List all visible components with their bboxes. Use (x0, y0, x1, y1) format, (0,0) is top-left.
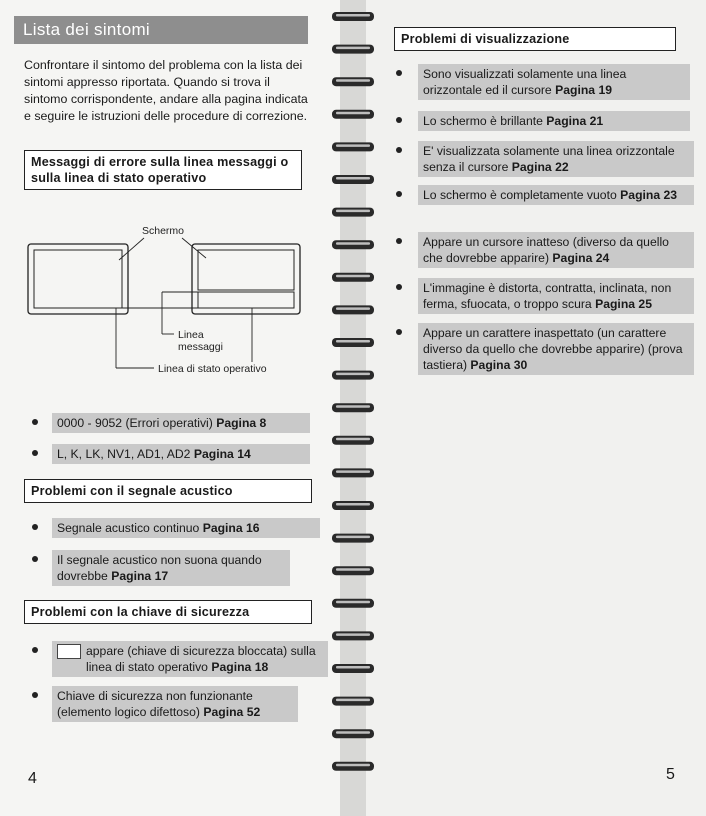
page-ref: Pagina 14 (193, 447, 251, 461)
coil-highlight (336, 373, 370, 376)
list-item (396, 232, 696, 268)
coil-highlight (336, 275, 370, 278)
coil-highlight (336, 79, 370, 82)
security-key-heading: Problemi con la chiave di sicurezza (24, 600, 312, 624)
page-number: 4 (28, 770, 37, 787)
page-ref: Pagina 8 (216, 416, 267, 430)
page-ref: Pagina 25 (595, 297, 652, 311)
page-ref: Pagina 22 (511, 160, 569, 174)
coil-highlight (336, 666, 370, 669)
item-text: Chiave di sicurezza non funzionante (elemento logico difettoso) (57, 689, 253, 719)
coil-highlight (336, 144, 370, 147)
list-item (32, 444, 322, 464)
list-item (32, 550, 322, 586)
page-number: 5 (666, 766, 675, 783)
right-page (366, 0, 706, 816)
label-message-line-1: Linea (178, 329, 204, 341)
page-ref: Pagina 23 (620, 188, 678, 202)
screen-diagram (24, 222, 314, 382)
key-symbol-icon (57, 644, 81, 659)
list-item (396, 323, 696, 375)
coil-highlight (336, 307, 370, 310)
spiral-binding (326, 0, 380, 816)
item-text: L'immagine è distorta, contratta, inclinata, non ferma, sfuocata, o troppo scura (423, 281, 672, 311)
bullet-icon (32, 556, 38, 562)
bullet-icon (32, 450, 38, 456)
item-text: appare (chiave di sicurezza bloccata) sulla linea di stato operativo (86, 644, 316, 674)
coil-highlight (336, 210, 370, 213)
bullet-icon (32, 419, 38, 425)
bullet-icon (32, 647, 38, 653)
label-screen: Schermo (142, 225, 185, 237)
page-ref: Pagina 19 (555, 83, 613, 97)
page-ref: Pagina 17 (111, 569, 169, 583)
item-text: Lo schermo è brillante (423, 114, 543, 128)
coil-highlight (336, 470, 370, 473)
item-text: Segnale acustico continuo (57, 521, 200, 535)
list-item (32, 413, 322, 433)
item-text: E' visualizzata solamente una linea orizzontale senza il cursore (423, 144, 675, 174)
page-ref: Pagina 30 (470, 358, 528, 372)
coil-highlight (336, 601, 370, 604)
bullet-icon (396, 284, 402, 290)
label-message-line-2: messaggi (178, 341, 223, 353)
coil-highlight (336, 438, 370, 441)
list-item (32, 518, 322, 538)
coil-highlight (336, 177, 370, 180)
coil-highlight (336, 47, 370, 50)
bullet-icon (396, 329, 402, 335)
page-title: Lista dei sintomi (14, 16, 308, 44)
intro-paragraph: Confrontare il sintomo del problema con la lista dei sintomi appresso riportata. Quando si trova il sintomo corrispondente, andare alla pagina indicata e seguire le istruzioni delle procedure di correzione. (24, 58, 308, 123)
item-text: L, K, LK, NV1, AD1, AD2 (57, 447, 191, 461)
coil-highlight (336, 764, 370, 767)
coil-highlight (336, 340, 370, 343)
item-text: Appare un carattere inaspettato (un carattere diverso da quello che dovrebbe apparire) (prova tastiera) (423, 326, 683, 372)
bullet-icon (32, 524, 38, 530)
page-ref: Pagina 52 (203, 705, 261, 719)
bullet-icon (396, 191, 402, 197)
coil-highlight (336, 112, 370, 115)
list-item (396, 141, 696, 177)
coil-highlight (336, 14, 370, 17)
left-page (0, 0, 340, 816)
coil-highlight (336, 731, 370, 734)
coil-highlight (336, 568, 370, 571)
page-ref: Pagina 21 (546, 114, 604, 128)
coil-highlight (336, 699, 370, 702)
bullet-icon (396, 147, 402, 153)
coil-highlight (336, 536, 370, 539)
list-item (396, 278, 696, 314)
item-text: Appare un cursore inatteso (diverso da quello che dovrebbe apparire) (423, 235, 669, 265)
error-messages-heading: Messaggi di errore sulla linea messaggi o sulla linea di stato operativo (24, 150, 302, 190)
page-ref: Pagina 24 (552, 251, 610, 265)
sound-problems-heading: Problemi con il segnale acustico (24, 479, 312, 503)
coil-highlight (336, 242, 370, 245)
list-item (396, 111, 696, 131)
item-text: Lo schermo è completamente vuoto (423, 188, 617, 202)
item-text: 0000 - 9052 (Errori operativi) (57, 416, 213, 430)
list-item (396, 185, 696, 205)
item-text: Il segnale acustico non suona quando dovrebbe (57, 553, 262, 583)
label-status-line: Linea di stato operativo (158, 363, 267, 375)
page-ref: Pagina 18 (211, 660, 269, 674)
coil-highlight (336, 405, 370, 408)
bullet-icon (396, 70, 402, 76)
list-item (396, 64, 696, 100)
page-ref: Pagina 16 (202, 521, 260, 535)
coil-highlight (336, 503, 370, 506)
bullet-icon (396, 117, 402, 123)
display-problems-heading: Problemi di visualizzazione (394, 27, 676, 51)
item-text: Sono visualizzati solamente una linea orizzontale ed il cursore (423, 67, 627, 97)
coil-highlight (336, 633, 370, 636)
list-item (32, 641, 328, 677)
list-item (32, 686, 322, 722)
bullet-icon (396, 238, 402, 244)
bullet-icon (32, 692, 38, 698)
